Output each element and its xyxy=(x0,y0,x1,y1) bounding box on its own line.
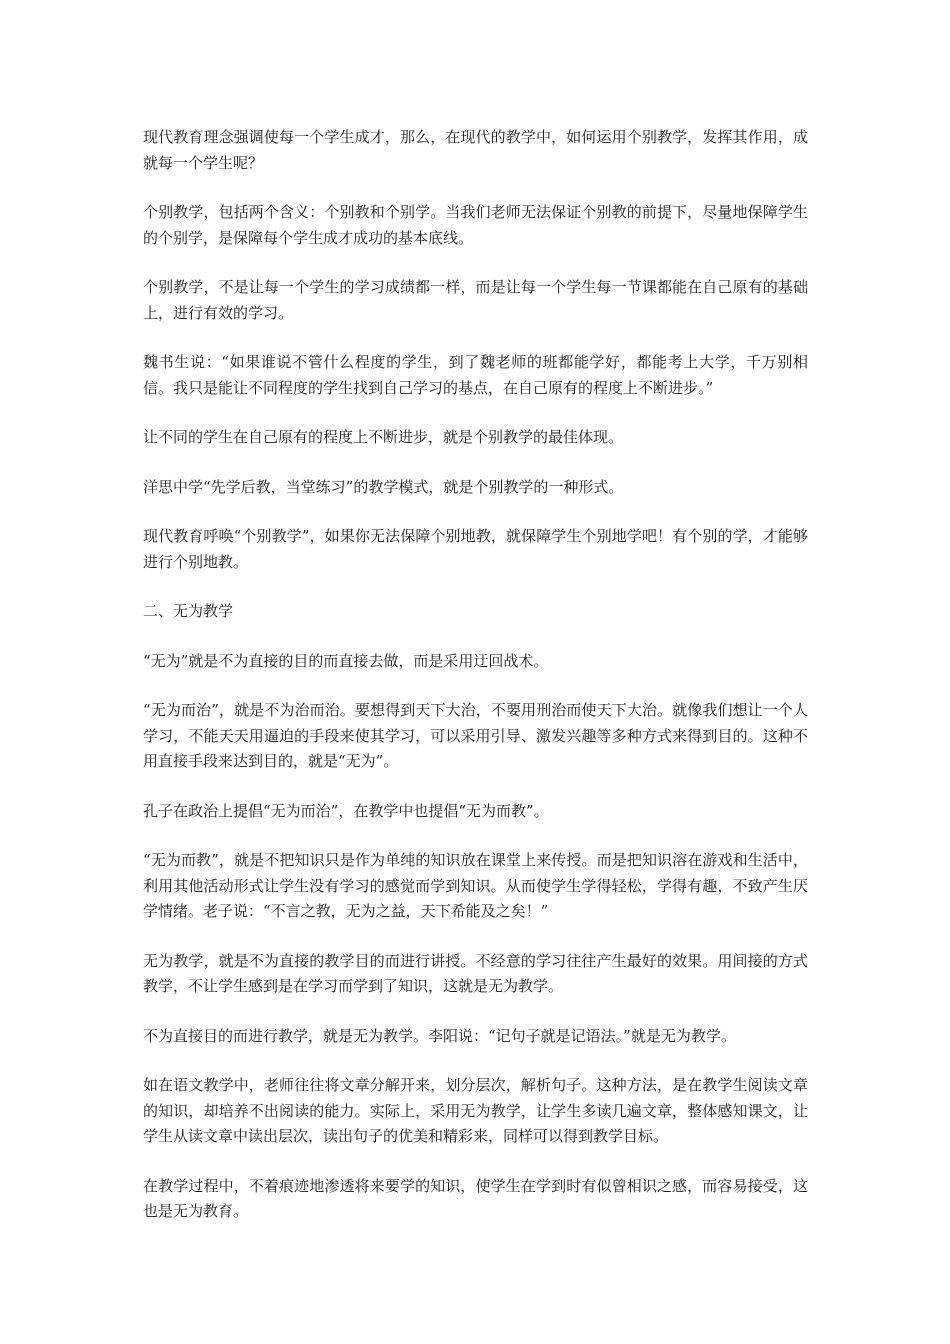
paragraph-confucius: 孔子在政治上提倡“无为而治”，在教学中也提倡“无为而教”。 xyxy=(143,801,549,820)
paragraph-goal: 个别教学，不是让每一个学生的学习成绩都一样，而是让每一个学生每一节课都能在自己原有的基础上，进行有效的学习。 xyxy=(143,278,808,322)
paragraph-indirect: 无为教学，就是不为直接的教学目的而进行讲授。不经意的学习往往产生最好的效果。用间接的方式教学，不让学生感到是在学习而学到了知识，这就是无为教学。 xyxy=(143,951,808,995)
paragraph-intro: 现代教育理念强调使每一个学生成才，那么，在现代的教学中，如何运用个别教学，发挥其作用，成就每一个学生呢？ xyxy=(143,128,808,172)
paragraph-wuwei-definition: “无为”就是不为直接的目的而直接去做，而是采用迂回战术。 xyxy=(143,651,549,670)
document-body xyxy=(143,125,808,1249)
paragraph-best-practice: 让不同的学生在自己原有的程度上不断进步，就是个别教学的最佳体现。 xyxy=(143,428,624,446)
paragraph-wuwei-governance: “无为而治”，就是不为治而治。要想得到天下大治，不要用刑治而使天下大治。就像我们想让一个人学习，不能天天用逼迫的手段来使其学习，可以采用引导、激发兴趣等多种方式来得到目的。这种不用直接手段来达到目的，就是“无为”。 xyxy=(143,701,808,770)
paragraph-conclusion: 在教学过程中，不着痕迹地渗透将来要学的知识，使学生在学到时有似曾相识之感，而容易接受，这也是无为教育。 xyxy=(143,1176,808,1220)
paragraph-definition: 个别教学，包括两个含义：个别教和个别学。当我们老师无法保证个别教的前提下，尽量地保障学生的个别学，是保障每个学生成才成功的基本底线。 xyxy=(143,203,808,247)
paragraph-quote-wei: 魏书生说：“如果谁说不管什么程度的学生，到了魏老师的班都能学好，都能考上大学，千万别相信。我只是能让不同程度的学生找到自己学习的基点，在自己原有的程度上不断进步。” xyxy=(143,353,808,397)
paragraph-wuwei-teaching: “无为而教”，就是不把知识只是作为单纯的知识放在课堂上来传授。而是把知识溶在游戏和生活中，利用其他活动形式让学生没有学习的感觉而学到知识。从而使学生学得轻松，学得有趣，不致产生厌学情绪。老子说：“不言之教，无为之益，天下希能及之矣！” xyxy=(143,851,808,920)
paragraph-chinese-example: 如在语文教学中，老师往往将文章分解开来，划分层次，解析句子。这种方法，是在教学生阅读文章的知识，却培养不出阅读的能力。实际上，采用无为教学，让学生多读几遍文章，整体感知课文，让学生从读文章中读出层次，读出句子的优美和精彩来，同样可以得到教学目标。 xyxy=(143,1076,808,1145)
section-heading: 二、无为教学 xyxy=(143,602,234,620)
paragraph-li-yang: 不为直接目的而进行教学，就是无为教学。李阳说：“记句子就是记语法。”就是无为教学。 xyxy=(143,1026,736,1045)
paragraph-call: 现代教育呼唤“个别教学”，如果你无法保障个别地教，就保障学生个别地学吧！有个别的学，才能够进行个别地教。 xyxy=(143,527,808,571)
paragraph-yangsi: 洋思中学“先学后教，当堂练习”的教学模式，就是个别教学的一种形式。 xyxy=(143,477,624,496)
